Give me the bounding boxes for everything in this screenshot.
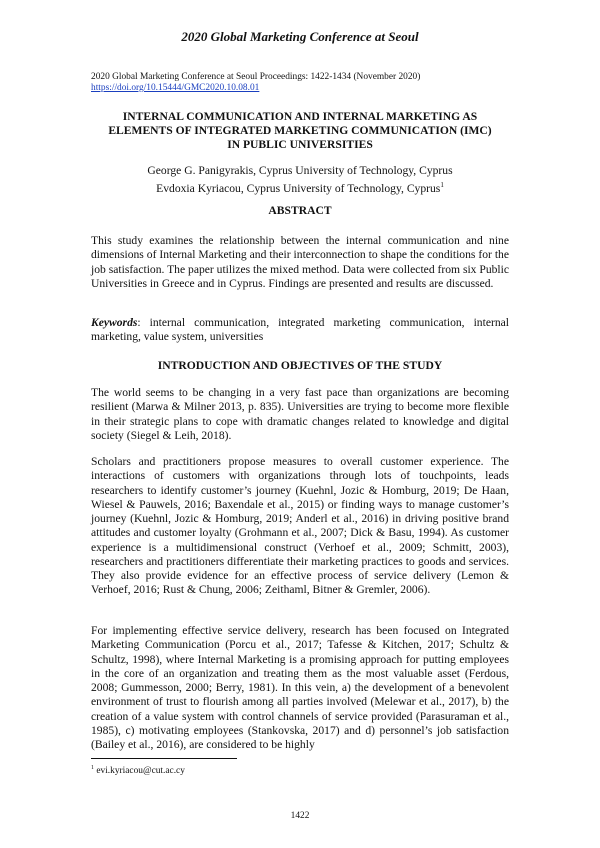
proceedings-line: 2020 Global Marketing Conference at Seoul Proceedings: 1422-1434 (November 2020) (91, 72, 421, 82)
intro-heading: INTRODUCTION AND OBJECTIVES OF THE STUDY (157, 359, 443, 372)
footnote (91, 765, 185, 776)
author-line (70, 178, 530, 196)
title-line: ELEMENTS OF INTEGRATED MARKETING COMMUNICATION (IMC) (108, 124, 492, 137)
abstract-heading: ABSTRACT (268, 204, 332, 217)
author-name: Evdoxia Kyriacou, Cyprus University of Technology, Cyprus (156, 181, 441, 195)
footnote-number: 1 (91, 765, 94, 771)
body-paragraph: For implementing effective service delivery, research has been focused on Integrated Marketing Communication (Porcu et al., 2017; Tafesse & Kitchen, 2017; Schultz & Schultz, 1998), where Internal Marketing is a promising approach for putting employees in the core of an organization and treating them as the most valuable asset (Ferdous, 2008; Gummesson, 2000; Berry, 1981). In this vein, a) the development of a benevolent environment of trust to flourish among all parties involved (Melewar et al., 2017), b) the creation of a value system with control channels of service provided (Parasuraman et al., 1985), c) motivating employees (Stankovska, 2017) and d) personnel’s job satisfaction (Bailey et al., 2016), are considered to be highly (91, 624, 509, 751)
keywords-text: : internal communication, integrated marketing communication, internal marketing, value system, universities (91, 316, 509, 344)
proceedings-info (91, 72, 420, 94)
doi-link[interactable]: https://doi.org/10.15444/GMC2020.10.08.01 (91, 83, 260, 93)
author-line: George G. Panigyrakis, Cyprus University of Technology, Cyprus (147, 164, 453, 177)
footnote-divider (91, 758, 237, 759)
keywords-label: Keywords (91, 316, 138, 329)
body-paragraph: The world seems to be changing in a very fast pace than organizations are becoming resilient (Marwa & Milner 2013, p. 835). Universities are trying to become more flexible in their strategic plans to cope with dramatic changes related to knowledge and digital society (Siegel & Leih, 2018). (91, 386, 509, 442)
footnote-marker[interactable]: 1 (440, 181, 444, 189)
authors (70, 163, 530, 196)
body-paragraph: Scholars and practitioners propose measures to overall customer experience. The interactions of customers with organizations through lots of touchpoints, leads researchers to identify customer’s journey (Kuehnl, Jozic & Homburg, 2019; De Haan, Wiesel & Pauwels, 2016; Baxendale et al., 2015) or finding ways to manage customer’s journey (Kuehnl, Jozic & Homburg, 2019; Anderl et al., 2016) in driving positive brand attitudes and customer loyalty (Grohmann et al., 2007; Dick & Basu, 1994). As customer experience is a multidimensional construct (Verhoef et al., 2009; Schmitt, 2003), researchers and practitioners differentiate their marketing practices to goods and services. They also provide evidence for an effective process of service delivery (Lemon & Verhoef, 2016; Rust & Chung, 2006; Zeithaml, Bitner & Gremler, 2006). (91, 455, 509, 597)
title-line: INTERNAL COMMUNICATION AND INTERNAL MARKETING AS (122, 110, 478, 123)
running-head: 2020 Global Marketing Conference at Seoul (181, 29, 419, 44)
paper-title (70, 110, 530, 152)
keywords-paragraph (91, 316, 509, 345)
abstract-paragraph: This study examines the relationship between the internal communication and nine dimensions of Internal Marketing and their interconnection to shape the conditions for the job satisfaction. The paper utilizes the mixed method. Data were collected from six Public Universities in Greece and in Cyprus. Findings are presented and results are discussed. (91, 234, 510, 290)
page-number: 1422 (290, 811, 310, 821)
footnote-email[interactable]: evi.kyriacou@cut.ac.cy (96, 766, 185, 777)
title-line: IN PUBLIC UNIVERSITIES (227, 138, 373, 151)
